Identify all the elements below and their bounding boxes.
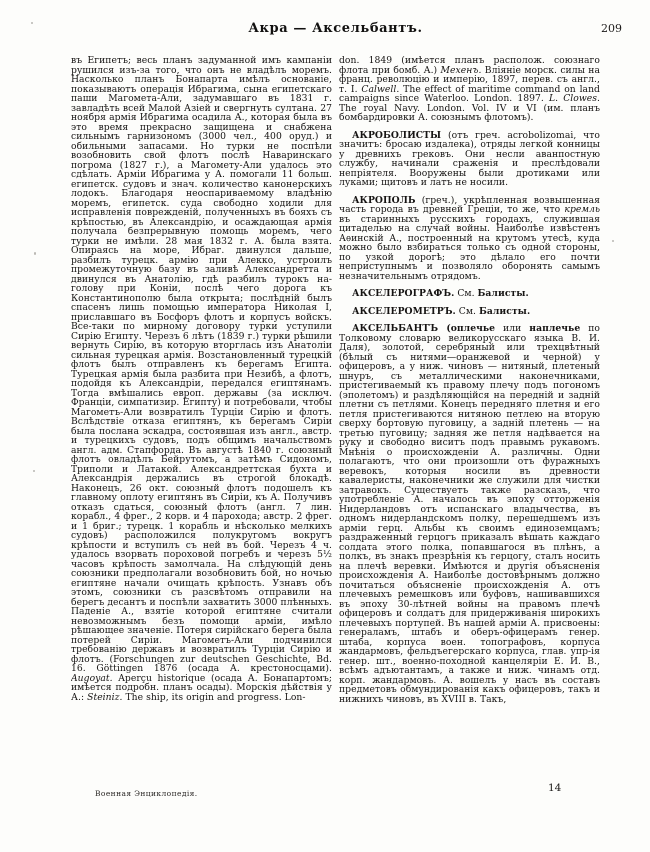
body-text: въ старинныхъ русскихъ городахъ, служившая цитаделью на случай войны. Наиболѣе извѣстенъ Аѳинскій А., построенный на крутомъ утесѣ, куда можно было взбираться только съ одной стороны, по узкой дорогѣ; это дѣлало его почти неприступнымъ и позволяло оборонять самымъ незначительнымъ отрядомъ. xyxy=(339,213,600,282)
acre-article-continuation xyxy=(71,56,332,702)
entry-akrobolisty xyxy=(339,131,600,188)
scan-speck xyxy=(34,252,36,255)
headword-text: АКСЕЛЕРОМЕТРЪ. xyxy=(352,305,456,317)
headword-text: АКРОПОЛЬ xyxy=(352,194,416,206)
body-text: въ Египетъ; весь планъ задуманной имъ кампаніи рушился изъ-за того, что онъ не владѣлъ моремъ. Насколько планъ Бонапарта имѣлъ основаніе, показываютъ операція Ибрагима, сына египетскаго паши Магомета-Али, задумавшаго въ 1831 г. завладѣть всей Малой Азіей и свергнуть султана. 27 ноября армія Ибрагима осадила А., которая была въ это время прекрасно защищена и снабжена сильнымъ гарнизономъ (3000 чел., 400 оруд.) и обильными запасами. Но турки не поспѣли возобновить свой флотъ послѣ Наваринскаго погрома (1827 г.), а Магомету-Али удалось это сдѣлать. Арміи Ибрагима у А. помогали 11 больш. египетск. судовъ и знач. количество канонерскихъ лодокъ. Благодаря неоспариваемому владѣнію моремъ, египетск. суда свободно ходили для исправленія поврежденій, полученныхъ въ бояхъ съ крѣпостью, въ Александрію, и осаждающая армія получала безпрерывную помощь моремъ, чего турки не имѣли. 28 мая 1832 г. А. была взята. Опираясь на море, Ибраг. двинулся дальше, разбилъ турецк. армію при Алекко, устроилъ промежуточную базу въ заливѣ Александретта и двинулся въ Анатолію, гдѣ разбилъ турокъ на-голову при Коніи, послѣ чего дорога къ Константинополю была открыта; послѣдній былъ спасенъ лишь помощью императора Николая I, приславшаго въ Босфоръ флотъ и корпусъ войскъ. Все-таки по мирному договору турки уступили Сирію Египту. Черезъ 6 лѣтъ (1839 г.) турки рѣшили вернуть Сирію, въ которую вторглась изъ Анатоліи сильная турецкая армія. Возстановленный турецкій флотъ былъ отправленъ къ берегамъ Египта. Турецкая армія была разбита при Незибѣ, а флотъ, подойдя къ Александріи, передался египтянамъ. Тогда вмѣшались европ. державы (за исключ. Франціи, симпатизир. Египту) и потребовали, чтобы Магометъ-Али возвратилъ Турціи Сирію и флотъ. Вслѣдствіе отказа египтянъ, къ берегамъ Сиріи была послана эскадра, состоявшая изъ англ., австр. и турецкихъ судовъ, подъ общимъ начальствомъ англ. адм. Стапфорда. Въ августѣ 1840 г. союзный флотъ овладѣлъ Бейрутомъ, а затѣмъ Сидономъ, Триполи и Латакой. Александреттская бухта и Александрія держались въ строгой блокадѣ. Наконецъ, 26 окт. союзный флотъ подошелъ къ главному оплоту египтянъ въ Сиріи, къ А. Получивъ отказъ сдаться, союзный флотъ (англ. 7 лин. корабл., 4 фрег., 2 корв. и 4 парохода; австр. 2 фрег. и 1 бриг.; турецк. 1 корабль и нѣсколько мелкихъ судовъ) расположился полукругомъ вокругъ крѣпости и вступилъ съ ней въ бой. Черезъ 4 ч. удалось взорвать пороховой погребъ и черезъ 5½ часовъ крѣпость замолчала. На слѣдующій день союзники предполагали возобновить бой, но ночью египтяне начали очищать крѣпость. Узнавъ объ этомъ, союзники съ разсвѣтомъ отправили на берегъ десантъ и поспѣли захватить 3000 плѣнныхъ. Паденіе А., взятіе которой египтяне считали невозможнымъ безъ помощи арміи, имѣло рѣшающее значеніе. Потеря сирійскаго берега была потерей Сиріи. Магометъ-Али подчинился требованію державъ и возвратилъ Турціи Сирію и флотъ. (Forschungen zur deutschen Geschichte, Bd. 16. Göttingen 1876 (осада А. крестоносцами). xyxy=(71,56,332,674)
left-column xyxy=(71,56,332,792)
citation-italic-text: Calwell. xyxy=(361,83,400,95)
entry-akselerograf xyxy=(339,289,600,299)
entry-akselbant xyxy=(339,324,600,704)
page-number: 209 xyxy=(601,22,622,35)
sheet-number: 14 xyxy=(548,782,562,794)
body-text: См. xyxy=(454,288,478,299)
body-text: См. xyxy=(455,305,479,317)
body-text: по Толковому словарю великорусскаго языка В. И. Даля), золотой, серебряный или трехцвѣтный (бѣлый съ нитями—оранжевой и черной) у офицеровъ, а у ниж. чиновъ — нитяный, плетеный шнуръ, съ металлическими наконечниками, пристегиваемый къ правому плечу подъ погономъ (эполетомъ) и раздѣляющійся на передній и задній плетни съ петлями. Конецъ передняго плетня и его петля пристегиваются нитяною петлею на вторую сверху бортовую пуговицу, а задній плетень — на третью пуговицу; задняя же петля надѣвается на руку и свободно виситъ подъ правымъ рукавомъ. Мнѣнія о происхожденіи А. различны. Одни полагаютъ, что они произошли отъ фуражныхъ веревокъ, которыя носили въ древности кавалеристы, наконечники же служили для чистки затравокъ. Существуетъ также разсказъ, что употребленіе А. началось въ эпоху отторженія Нидерландовъ отъ испанскаго владычества, въ одномъ нидерландскомъ полку, перешедшемъ изъ арміи герц. Альбы къ своимъ единоземцамъ; раздраженный герцогъ приказалъ вѣшать каждаго солдата этого полка, попавшагося въ плѣнъ, а полкъ, въ знакъ презрѣнія къ герцогу, сталъ носить на плечѣ веревки. Имѣются и другія объясненія происхожденія А. Наиболѣе достовѣрнымъ должно почитаться объясненіе происхожденія А. отъ плечевыхъ ремешковъ или буфовъ, нашивавшихся въ эпоху 30-лѣтней войны на правомъ плечѣ офицеровъ и солдатъ для придерживанія широкихъ плечевыхъ портупей. Въ нашей арміи А. присвоены: генераламъ, штабъ и оберъ-офицерамъ генер. штаба, корпуса воен. топографовъ, корпуса жандармовъ, фельдъегерскаго корпуса, глав. упр-ія генер. шт., военно-походной канцеляріи Е. И. В., всѣмъ адъютантамъ, а также и ниж. чинамъ отд. корп. жандармовъ. А. вошелъ у насъ въ составъ предметовъ обмундированія какъ офицеровъ, такъ и нижнихъ чиновъ, въ XVIII в. Такъ, xyxy=(339,323,600,705)
citation-italic-text: кремль xyxy=(564,204,600,215)
scan-speck xyxy=(612,240,614,242)
running-title: Акра — Аксельбантъ. xyxy=(248,21,423,36)
right-column xyxy=(339,56,600,792)
signature-title: Военная Энциклопедія. xyxy=(95,789,198,798)
body-text: The effect of maritime command on land campaigns since Waterloo. London. 1897. xyxy=(339,83,600,104)
headword-text: Балисты. xyxy=(479,305,531,317)
citation-italic-text: Steiniz. xyxy=(87,691,123,703)
headword-text: Балисты. xyxy=(477,288,529,299)
body-text: (отъ греч. acrobolizomai, что значитъ: бросаю издалека), отряды легкой конницы у древнихъ грековъ. Они несли аванпостную службу, начинали сраженія и преслѣдовали непріятеля. Вооружены были дротиками или луками; щитовъ и латъ не носили. xyxy=(339,129,600,188)
citation-italic-text: Мехенъ. xyxy=(440,64,482,76)
citation-italic-text: L. Clowes. xyxy=(549,93,600,104)
headword-text: АКРОБОЛИСТЫ xyxy=(352,129,442,141)
scan-speck xyxy=(31,22,33,24)
headword-text: наплечье xyxy=(529,323,581,334)
page-header xyxy=(71,21,622,39)
citation-italic-text: Augoyat. xyxy=(71,672,113,684)
headword-text: АКСЕЛЕРОГРАФЪ. xyxy=(352,288,455,299)
body-text: The ship, its origin and progress. Lon- xyxy=(122,691,306,703)
scan-speck xyxy=(33,470,35,472)
body-text: (греч.), укрѣпленная возвышенная часть города въ древней Греціи, то же, что xyxy=(339,194,600,215)
body-text: или xyxy=(495,323,530,334)
body-text: Aperçu historique (осада А. Бонапартомъ; имѣется подробн. планъ осады). Морскія дѣйствія у А.: xyxy=(71,672,332,703)
text-columns xyxy=(71,56,600,792)
headword-text: АКСЕЛЬБАНТЪ (оплечье xyxy=(352,323,496,334)
body-text: don. 1849 (имѣется планъ располож. союзнаго флота при бомб. А.) xyxy=(339,56,600,76)
body-text: The royal Navy. London. Vol. IV и VI (им. планъ бомбардировки А. союзнымъ флотомъ). xyxy=(339,102,600,123)
entry-akselerometr xyxy=(339,307,600,317)
entry-akropol xyxy=(339,196,600,282)
body-text: Вліяніе морск. силы на франц. революцію и имперію, 1897, перев. съ англ., т. I. xyxy=(339,64,600,95)
acre-bibliography-continuation xyxy=(339,56,600,123)
